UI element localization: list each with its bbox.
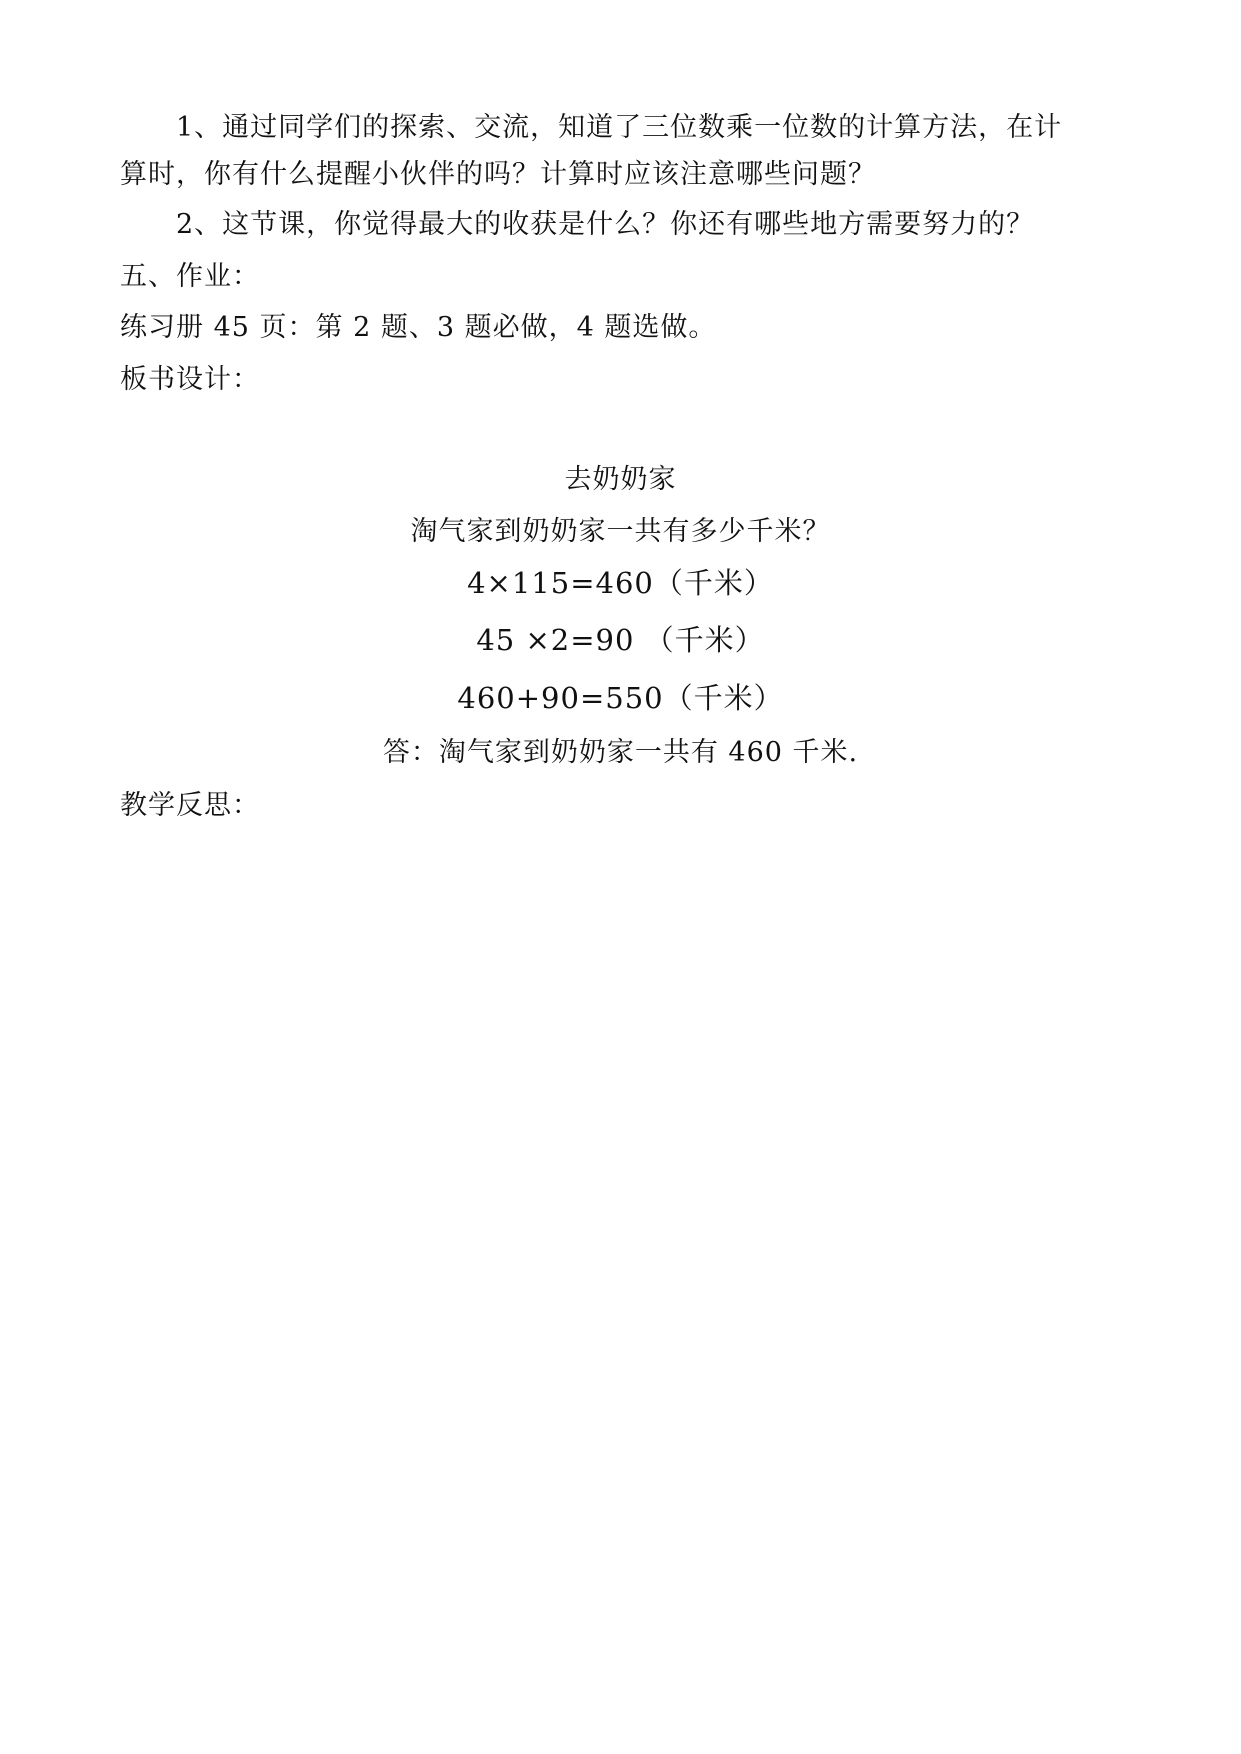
board-equation-3: 460+90=550（千米） [457,681,784,715]
homework-heading: 五、作业： [120,261,260,292]
board-question: 淘气家到奶奶家一共有多少千米？ [410,516,831,547]
board-answer: 答：淘气家到奶奶家一共有 460 千米. [382,737,859,768]
board-equation-1: 4×115=460（千米） [467,566,774,600]
summary-item-1-line-1: 1、通过同学们的探索、交流，知道了三位数乘一位数的计算方法，在计 [176,112,1063,143]
board-design-heading: 板书设计： [120,364,260,395]
homework-content: 练习册 45 页：第 2 题、3 题必做，4 题选做。 [120,312,717,343]
reflection-heading: 教学反思： [120,790,260,821]
board-title: 去奶奶家 [564,464,677,495]
summary-item-2: 2、这节课，你觉得最大的收获是什么？你还有哪些地方需要努力的？ [176,209,1035,240]
summary-item-1-line-2: 算时，你有什么提醒小伙伴的吗？计算时应该注意哪些问题？ [120,159,876,190]
board-equation-2: 45 ×2=90 （千米） [476,623,765,657]
